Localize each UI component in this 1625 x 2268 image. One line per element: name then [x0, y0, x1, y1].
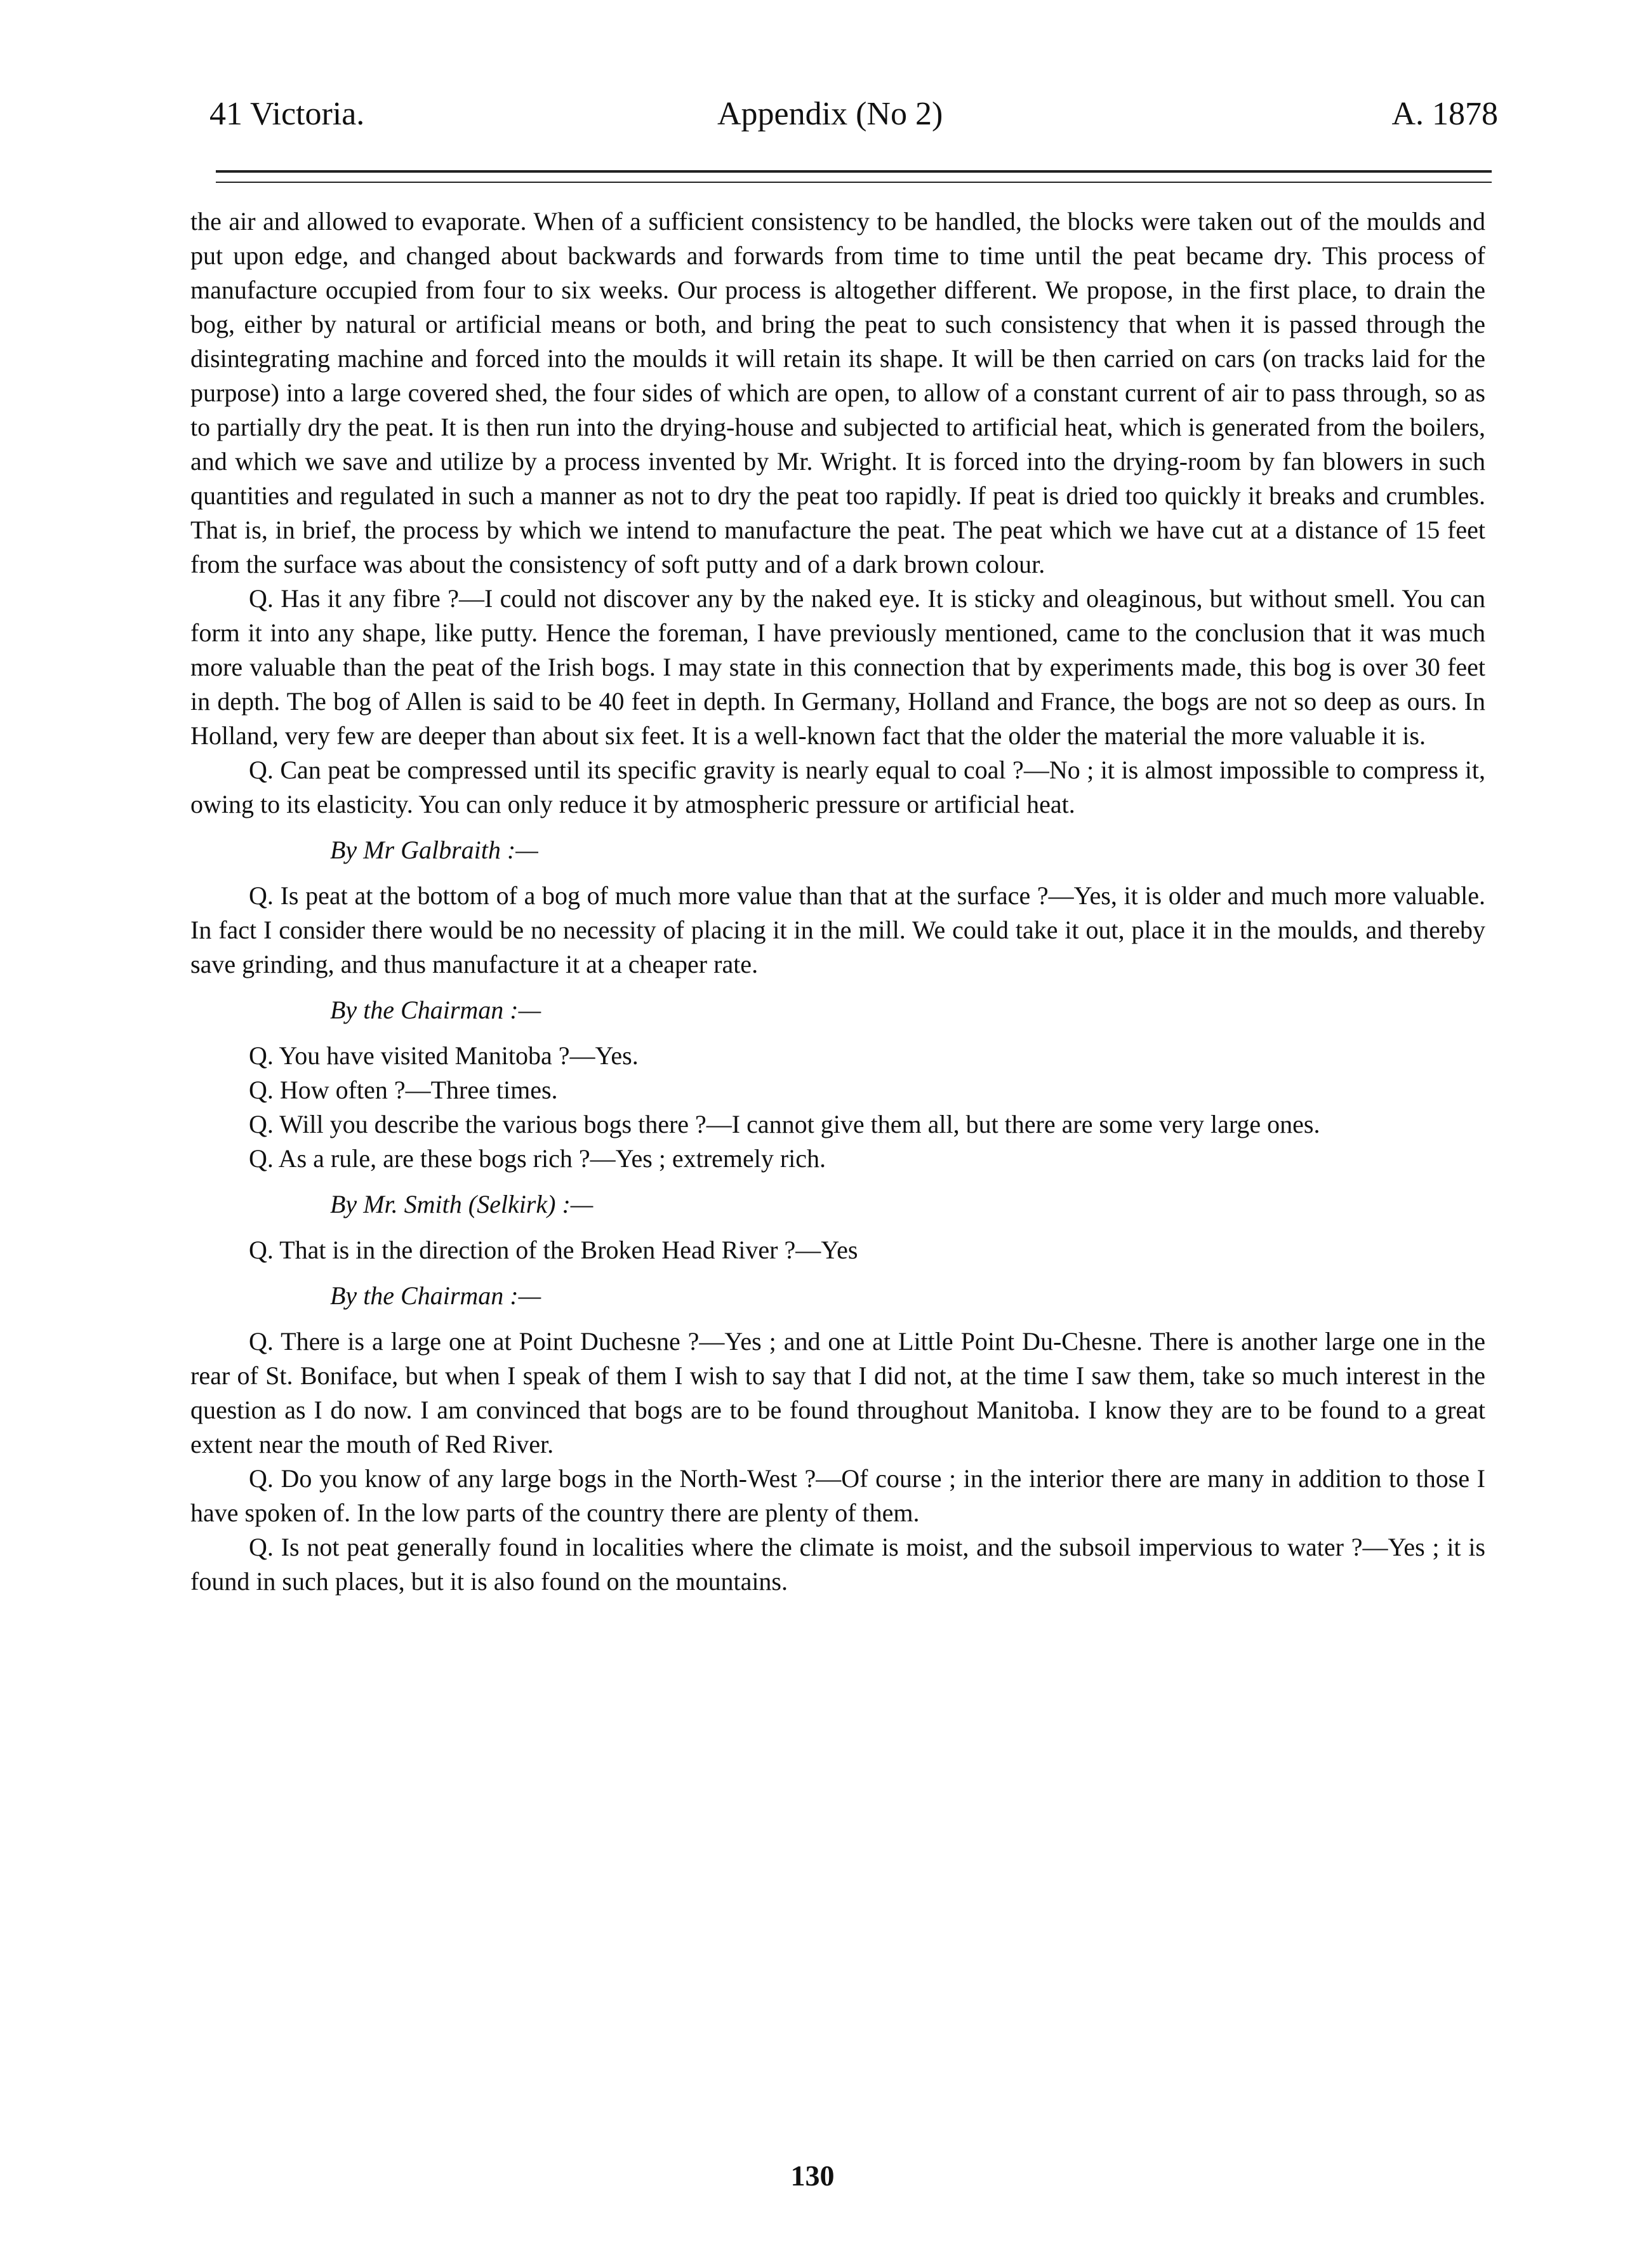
header-volume: 41 Victoria.	[209, 96, 365, 132]
speaker-byline: By the Chairman :—	[330, 996, 541, 1024]
speaker-byline: By the Chairman :—	[330, 1281, 541, 1310]
paragraph: Q. There is a large one at Point Duchesne ?—Yes ; and one at Little Point Du-Chesne. There is another large one in the rear of St. Boniface, but when I speak of them I wish to say that I did not, at the time I saw them, take so much interest in the question as I do now. I am convinced that bogs are to be found throughout Manitoba. I know they are to be found to a great extent near the mouth of Red River.	[190, 1327, 1485, 1458]
header-rule	[216, 170, 1492, 183]
paragraph: Q. Can peat be compressed until its specific gravity is nearly equal to coal ?—No ; it is almost impossible to compress it, owing to its elasticity. You can only reduce it by atmospheric pressure or artificial heat.	[190, 756, 1485, 818]
paragraph: Q. Will you describe the various bogs there ?—I cannot give them all, but there are some very large ones.	[249, 1110, 1320, 1138]
paragraph: Q. Has it any fibre ?—I could not discover any by the naked eye. It is sticky and oleaginous, but without smell. You can form it into any shape, like putty. Hence the foreman, I have previously mentioned, came to the conclusion that it was much more valuable than the peat of the Irish bogs. I may state in this connection that by experiments made, this bog is over 30 feet in depth. The bog of Allen is said to be 40 feet in depth. In Germany, Holland and France, the bogs are not so deep as ours. In Holland, very few are deeper than about six feet. It is a well-known fact that the older the material the more valuable it is.	[190, 584, 1485, 750]
paragraph: Q. Do you know of any large bogs in the North-West ?—Of course ; in the interior there are many in addition to those I have spoken of. In the low parts of the country there are plenty of them.	[190, 1464, 1485, 1527]
paragraph: Q. That is in the direction of the Broken Head River ?—Yes	[249, 1236, 858, 1264]
body-text	[190, 204, 1485, 1599]
paragraph: Q. Is peat at the bottom of a bog of much more value than that at the surface ?—Yes, it is older and much more valuable. In fact I consider there would be no necessity of placing it in the mill. We could take it out, place it in the moulds, and thereby save grinding, and thus manufacture it at a cheaper rate.	[190, 881, 1485, 978]
paragraph: Q. As a rule, are these bogs rich ?—Yes ; extremely rich.	[249, 1144, 826, 1173]
speaker-byline: By Mr Galbraith :—	[330, 836, 538, 864]
speaker-byline: By Mr. Smith (Selkirk) :—	[330, 1190, 594, 1218]
paragraph: Q. You have visited Manitoba ?—Yes.	[249, 1041, 639, 1070]
page-number: 130	[790, 2159, 835, 2192]
running-header	[209, 95, 1498, 146]
paragraph: Q. Is not peat generally found in localities where the climate is moist, and the subsoil impervious to water ?—Yes ; it is found in such places, but it is also found on the mountains.	[190, 1533, 1485, 1596]
header-title: Appendix (No 2)	[717, 96, 943, 132]
paragraph: the air and allowed to evaporate. When of a sufficient consistency to be handled, the blocks were taken out of the moulds and put upon edge, and changed about backwards and forwards from time to time until the peat became dry. This process of manufacture occupied from four to six weeks. Our process is altogether different. We propose, in the first place, to drain the bog, either by natural or artificial means or both, and bring the peat to such consistency that when it is passed through the disintegrating machine and forced into the moulds it will retain its shape. It will be then carried on cars (on tracks laid for the purpose) into a large covered shed, the four sides of which are open, to allow of a constant current of air to pass through, so as to partially dry the peat. It is then run into the drying-house and subjected to artificial heat, which is generated from the boilers, and which we save and utilize by a process invented by Mr. Wright. It is forced into the drying-room by fan blowers in such quantities and regulated in such a manner as not to dry the peat too rapidly. If peat is dried too quickly it breaks and crumbles. That is, in brief, the process by which we intend to manufacture the peat. The peat which we have cut at a distance of 15 feet from the surface was about the consistency of soft putty and of a dark brown colour.	[190, 207, 1485, 578]
header-year: A. 1878	[1391, 96, 1498, 132]
paragraph: Q. How often ?—Three times.	[249, 1076, 558, 1104]
